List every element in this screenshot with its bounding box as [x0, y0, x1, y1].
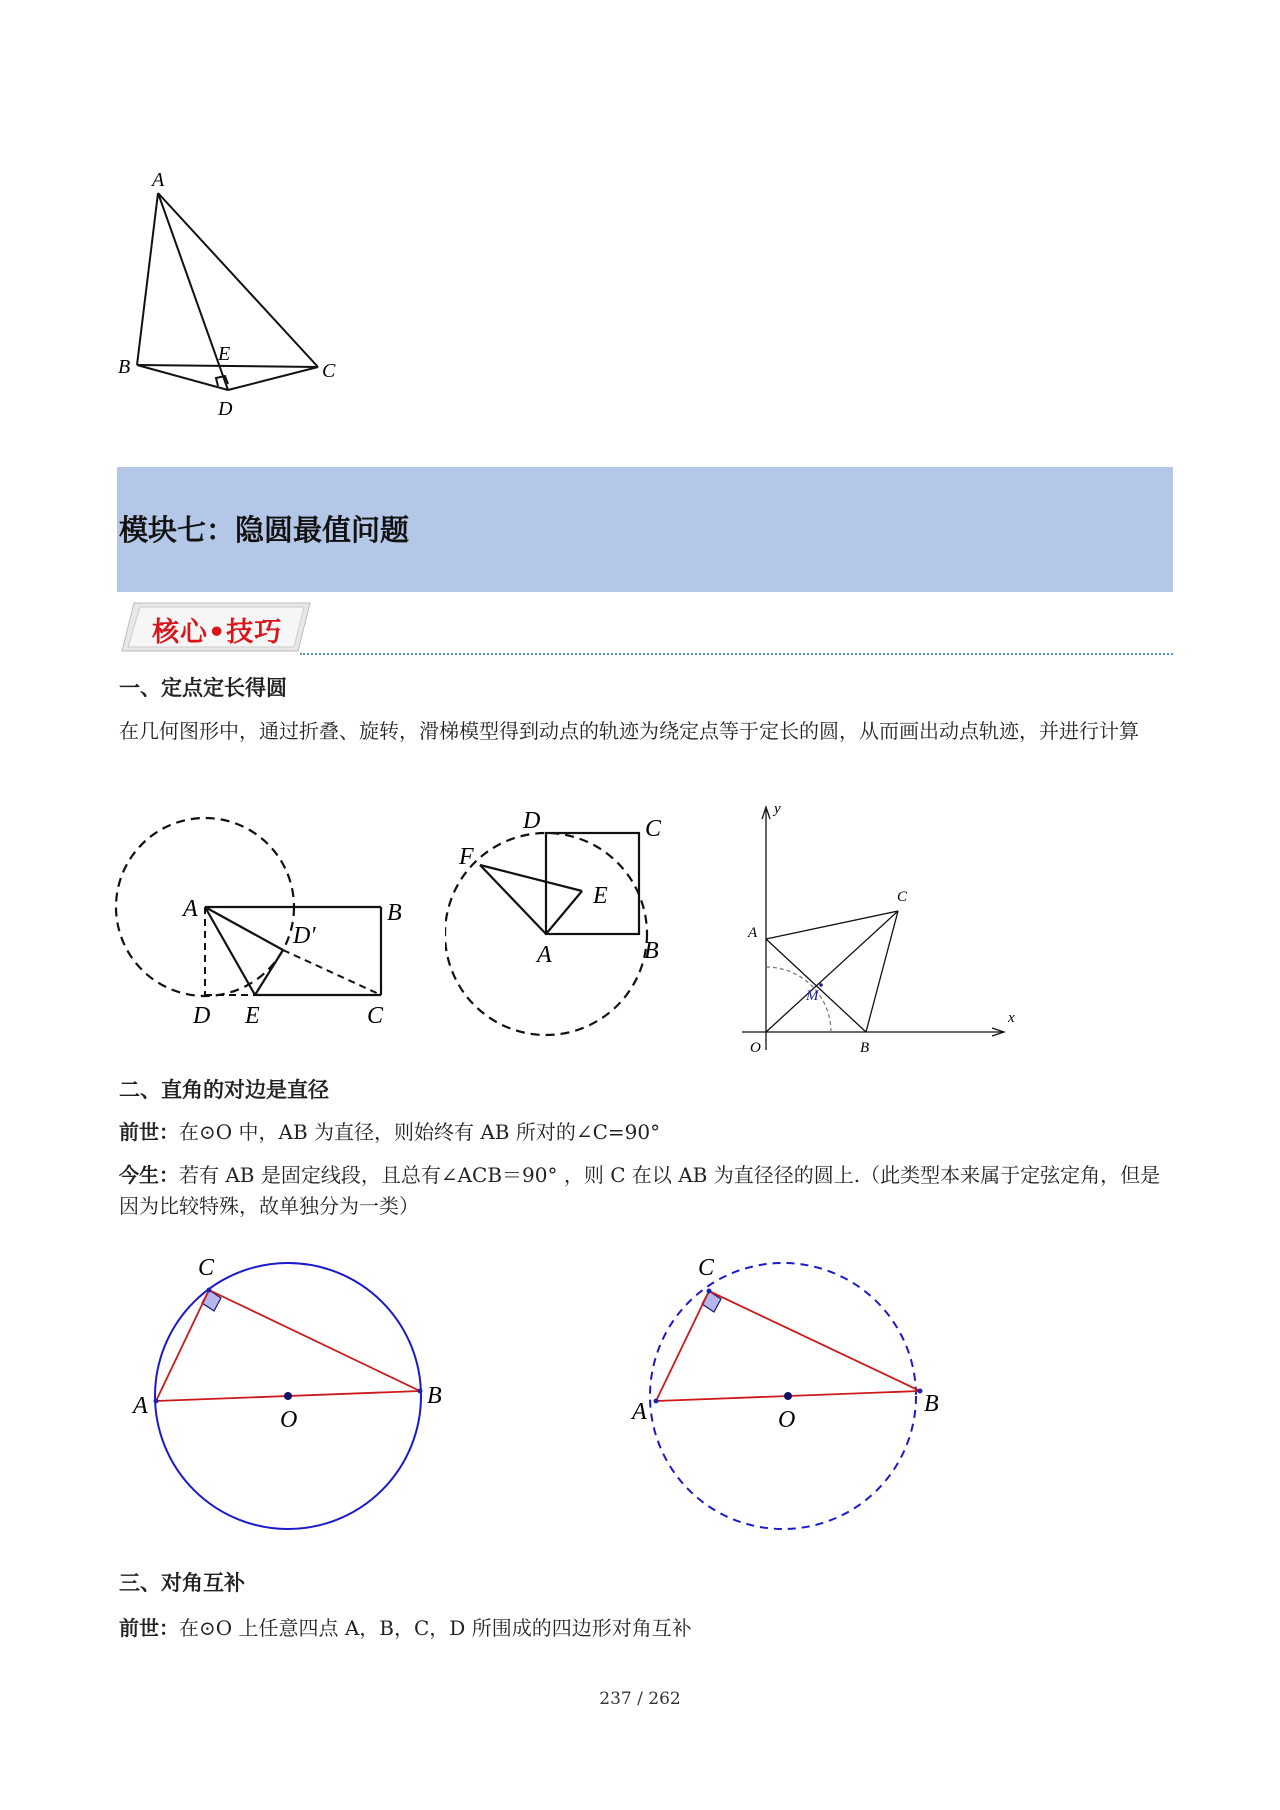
section1-text: 在几何图形中，通过折叠、旋转，滑梯模型得到动点的轨迹为绕定点等于定长的圆，从而画出动点轨迹，并进行计算	[119, 719, 1139, 743]
label-b: B	[427, 1383, 442, 1409]
label-o: O	[750, 1040, 761, 1056]
label-c: C	[322, 360, 336, 382]
label-a: A	[632, 1399, 647, 1425]
label-d: D	[218, 398, 233, 420]
badge-label: 核心•技巧	[152, 617, 283, 648]
section3-heading: 三、对角互补	[119, 1571, 245, 1595]
label-b: B	[118, 356, 131, 378]
label-b: B	[387, 900, 402, 926]
figure-square-rotation	[445, 800, 695, 1040]
past-label: 前世：	[119, 1120, 179, 1144]
label-a: A	[183, 896, 198, 922]
figure-circle-solid	[125, 1245, 465, 1545]
label-a: A	[537, 942, 552, 968]
label-a: A	[748, 925, 758, 941]
label-a: A	[133, 1393, 148, 1419]
badge-divider	[300, 653, 1173, 655]
section2-past	[119, 1117, 1175, 1148]
label-d: D	[523, 808, 541, 834]
label-e: E	[218, 343, 231, 365]
label-e: E	[245, 1003, 260, 1029]
figure-triangle-abc	[110, 160, 360, 430]
section2-now	[119, 1160, 1175, 1222]
label-c: C	[367, 1003, 384, 1029]
module-title: 模块七：隐圆最值问题	[119, 513, 410, 547]
now-text: 若有 AB 是固定线段，且总有∠ACB＝90° ，则 C 在以 AB 为直径径的圆上.（此类型本来属于定弦定角，但是因为比较特殊，故单独分为一类）	[119, 1163, 1161, 1218]
label-m: M	[806, 988, 819, 1004]
label-c: C	[645, 816, 662, 842]
past-label: 前世：	[119, 1616, 179, 1640]
label-o: O	[778, 1407, 796, 1433]
label-b: B	[924, 1391, 939, 1417]
section2-heading: 二、直角的对边是直径	[119, 1078, 329, 1102]
label-x: x	[1008, 1010, 1015, 1026]
label-d: D	[193, 1003, 211, 1029]
label-a: A	[152, 169, 165, 191]
label-f: F	[459, 844, 474, 870]
page-number: 237 / 262	[599, 1689, 681, 1709]
label-e: E	[593, 883, 608, 909]
figure-coordinate-axes	[730, 795, 1030, 1065]
section1-heading: 一、定点定长得圆	[119, 676, 287, 700]
now-label: 今生：	[119, 1163, 179, 1187]
figure-circle-dashed	[620, 1245, 960, 1545]
label-c: C	[897, 889, 908, 905]
label-y: y	[774, 801, 781, 817]
label-o: O	[280, 1407, 298, 1433]
label-b: B	[644, 938, 659, 964]
past-text: 在⊙O 中，AB 为直径，则始终有 AB 所对的∠C=90°	[179, 1120, 661, 1144]
past-text: 在⊙O 上任意四点 A，B，C，D 所围成的四边形对角互补	[179, 1616, 692, 1640]
label-b: B	[860, 1040, 870, 1056]
label-c: C	[198, 1255, 215, 1281]
label-dprime: D′	[293, 923, 316, 949]
section3-past	[119, 1613, 1175, 1644]
label-c: C	[698, 1255, 715, 1281]
figure-rectangle-fold	[105, 805, 425, 1035]
